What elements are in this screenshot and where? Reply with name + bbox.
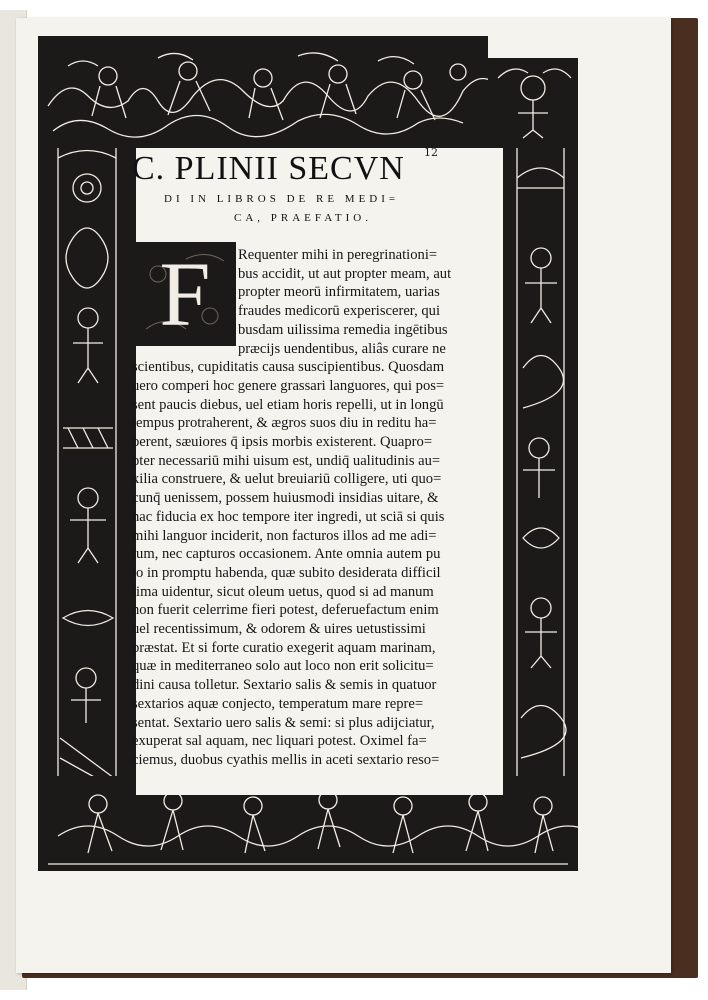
text-line: tempus protraherent, & ægros suos diu in reditu ha= (132, 415, 437, 432)
title-line-3: CA, PRAEFATIO. (234, 212, 373, 224)
text-line: sent paucis diebus, uel etiam horis repelli, ut in longū (132, 396, 444, 413)
text-line: hac fiducia ex hoc tempore iter ingredi, ut sciā si quis (132, 508, 445, 525)
woodcut-border-left (38, 148, 136, 795)
text-line: fraudes medicorū experiscerer, qui (238, 303, 441, 320)
title-line-1: C. PLINII SECVN (132, 150, 405, 187)
text-line: busdam uilissima remedia ingētibus (238, 321, 448, 338)
text-line: præstat. Et si forte curatio exegerit aquam marinam, (132, 639, 436, 656)
text-line: to in promptu habenda, quæ subito desiderata difficil (132, 564, 441, 581)
text-line: uero comperi hoc genere grassari languores, qui pos= (132, 377, 445, 394)
text-line: uel recentissimum, & odorem & uires uetustissimi (132, 621, 426, 637)
folio-number: 12 (424, 146, 438, 159)
text-line: sextarios aquæ conjecto, temperatum mare repre= (132, 695, 424, 712)
text-line: bus accidit, ut aut propter meam, aut (238, 265, 452, 282)
text-line: scientibus, cupiditatis causa suscipientibus. Quosdam (132, 359, 445, 376)
text-line: ciemus, duobus cyathis mellis in aceti sextario reso= (132, 751, 440, 768)
text-line: exuperat sal aquam, nec liquari potest. Oximel fa= (132, 733, 427, 750)
text-line: Requenter mihi in peregrinationi= (238, 247, 438, 263)
text-line: xilia construere, & uelut breuiariū colligere, uti quo= (132, 471, 442, 488)
text-line: dini causa tolletur. Sextario salis & semis in quatuor (132, 677, 437, 694)
woodcut-border-top (38, 36, 488, 148)
text-line: berent, sæuiores q̄ ipsis morbis existerent. Quapro= (132, 434, 433, 450)
text-line: pter necessariū mihi uisum est, undiq̄ ualitudinis au= (132, 452, 441, 469)
text-line: sentat. Sextario uero salis & semi: si plus adijciatur, (132, 714, 435, 731)
text-line: præcijs uendentibus, aliâs curare ne (238, 340, 446, 357)
woodcut-top-figures (38, 36, 488, 148)
title-line-2: DI IN LIBROS DE RE MEDI= (164, 193, 400, 205)
decorated-initial (134, 242, 236, 346)
text-line: cunq̄ uenissem, possem huiusmodi insidias uitare, & (132, 490, 439, 507)
text-line: mihi languor inciderit, non facturos illos ad me adi= (132, 527, 437, 544)
text-line: tum, nec capturos occasionem. Ante omnia autem pu (132, 546, 441, 563)
text-line: non fuerit celerrime fieri potest, deferuefactum enim (132, 602, 439, 619)
woodcut-border-right (503, 148, 578, 795)
text-line: lima uidentur, sicut oleum uetus, quod si ad manum (132, 583, 434, 600)
woodcut-corner-top-right (488, 58, 578, 148)
text-line: quæ in mediterraneo solo aut loco non erit solicitu= (132, 658, 434, 675)
text-line: propter meorū infirmitatem, uarias (238, 284, 440, 301)
initial-letter: F (159, 243, 211, 345)
